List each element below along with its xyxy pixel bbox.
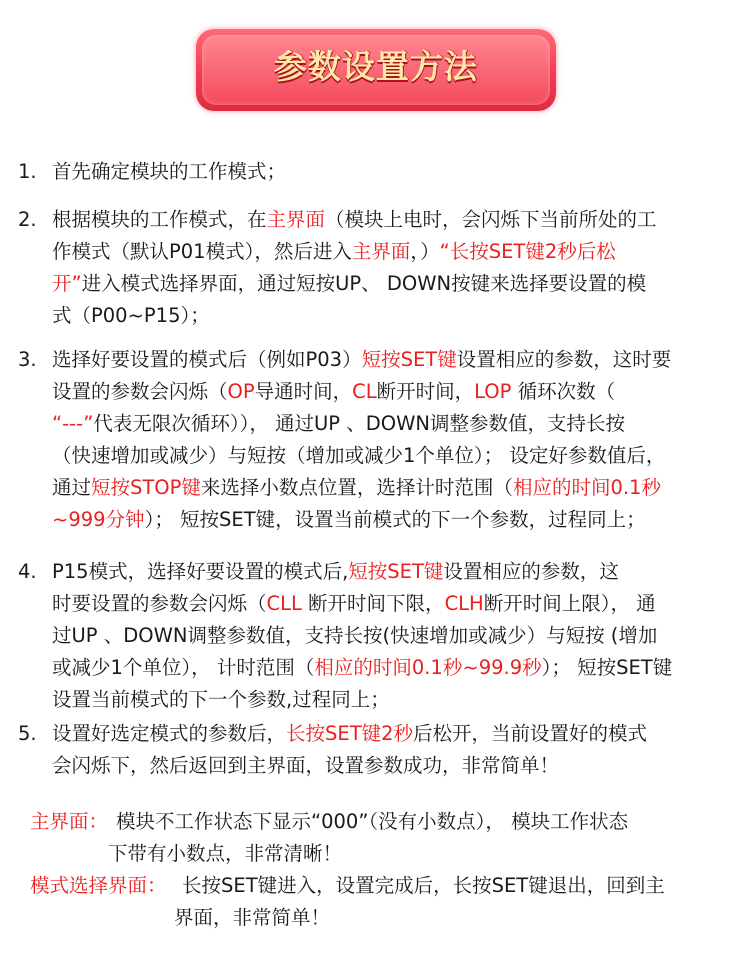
body-text: 设置相应的参数，这时要 bbox=[456, 348, 672, 371]
text-line bbox=[52, 344, 742, 376]
highlight-text: 相应的时间0.1秒 bbox=[512, 476, 661, 499]
step-text bbox=[52, 718, 742, 782]
highlight-text: 短按STOP键 bbox=[91, 476, 201, 499]
body-text: 作模式（默认P01模式），然后进入 bbox=[52, 240, 352, 263]
note-label: 主界面： bbox=[30, 810, 109, 833]
text-line bbox=[52, 718, 742, 750]
body-text: 代表无限次循环））， 通过UP 、DOWN调整参数值，支持长按 bbox=[93, 412, 625, 435]
note-text-line: 模块不工作状态下显示“000”（没有小数点）， 模块工作状态 bbox=[116, 810, 629, 833]
text-line bbox=[52, 440, 742, 472]
body-text: 断开时间下限， bbox=[301, 592, 445, 615]
body-text: 根据模块的工作模式，在 bbox=[52, 208, 267, 231]
note-text-line: 下带有小数点，非常清晰！ bbox=[108, 842, 343, 865]
highlight-text: CLH bbox=[444, 592, 484, 615]
body-text: 式（P00~P15）； bbox=[52, 304, 210, 327]
step-text bbox=[52, 344, 742, 536]
highlight-text: 短按SET键 bbox=[348, 560, 444, 583]
highlight-text: 长按SET键2秒 bbox=[286, 722, 414, 745]
highlight-text: 相应的时间0.1秒~99.9秒 bbox=[314, 656, 542, 679]
body-text: 设置好选定模式的参数后， bbox=[52, 722, 287, 745]
highlight-text: 开” bbox=[52, 272, 82, 295]
body-text: 设置当前模式的下一个参数,过程同上； bbox=[52, 688, 390, 711]
body-text: 设置相应的参数，这 bbox=[443, 560, 619, 583]
body-text: 循环次数（ bbox=[511, 380, 616, 403]
body-text: 断开时间， bbox=[376, 380, 475, 403]
highlight-text: CLL bbox=[266, 592, 302, 615]
body-text: 设置的参数会闪烁（ bbox=[52, 380, 228, 403]
body-text: （模块上电时，会闪烁下当前所处的工 bbox=[325, 208, 657, 231]
step-text bbox=[52, 556, 742, 716]
body-text: 来选择小数点位置，选择计时范围（ bbox=[200, 476, 513, 499]
text-line bbox=[52, 408, 742, 440]
note-text-line: 长按SET键进入，设置完成后，长按SET键退出，回到主 bbox=[182, 874, 665, 897]
text-line bbox=[52, 204, 742, 236]
step-number: 1. bbox=[18, 160, 37, 183]
body-text: 后松开，当前设置好的模式 bbox=[413, 722, 648, 745]
text-line bbox=[52, 652, 742, 684]
body-text: 进入模式选择界面，通过短按UP、 DOWN按键来选择要设置的模 bbox=[81, 272, 647, 295]
text-line bbox=[52, 268, 742, 300]
highlight-text: 主界面 bbox=[266, 208, 326, 231]
highlight-text: ~999分钟 bbox=[52, 508, 145, 531]
highlight-text: CL bbox=[352, 380, 377, 403]
body-text: P15模式，选择好要设置的模式后, bbox=[52, 560, 349, 583]
note-label: 模式选择界面： bbox=[30, 874, 167, 897]
highlight-text: “---” bbox=[52, 412, 94, 435]
body-text: 时要设置的参数会闪烁（ bbox=[52, 592, 267, 615]
text-line bbox=[52, 750, 742, 782]
step-number: 2. bbox=[18, 208, 37, 231]
text-line bbox=[52, 620, 742, 652]
body-text: 过UP 、DOWN调整参数值，支持长按(快速增加或减少）与短按 (增加 bbox=[52, 624, 658, 647]
step-text bbox=[52, 156, 742, 188]
note-text-line: 界面，非常简单！ bbox=[174, 906, 331, 929]
page-title: 参数设置方法 bbox=[274, 47, 478, 86]
body-text: 首先确定模块的工作模式； bbox=[52, 160, 287, 183]
body-text: 导通时间， bbox=[254, 380, 353, 403]
body-text: 会闪烁下，然后返回到主界面，设置参数成功，非常简单！ bbox=[52, 754, 560, 777]
text-line bbox=[52, 588, 742, 620]
text-line bbox=[52, 556, 742, 588]
body-text: 选择好要设置的模式后（例如P03） bbox=[52, 348, 362, 371]
step-number: 5. bbox=[18, 722, 37, 745]
body-text: 断开时间上限）， 通 bbox=[483, 592, 656, 615]
text-line bbox=[52, 156, 742, 188]
body-text: 通过 bbox=[52, 476, 92, 499]
text-line bbox=[52, 472, 742, 504]
text-line bbox=[52, 376, 742, 408]
text-line bbox=[52, 684, 742, 716]
text-line bbox=[52, 504, 742, 536]
text-line bbox=[52, 300, 742, 332]
step-text bbox=[52, 204, 742, 332]
body-text: ）； 短按SET键，设置当前模式的下一个参数，过程同上； bbox=[144, 508, 646, 531]
highlight-text: LOP bbox=[474, 380, 512, 403]
highlight-text: “长按SET键2秒后松 bbox=[439, 240, 616, 263]
body-text: ，） bbox=[410, 240, 440, 263]
body-text: ）； 短按SET键 bbox=[541, 656, 673, 679]
body-text: 或减少1个单位）， 计时范围（ bbox=[52, 656, 315, 679]
text-line bbox=[52, 236, 742, 268]
highlight-text: 短按SET键 bbox=[361, 348, 457, 371]
step-number: 4. bbox=[18, 560, 37, 583]
highlight-text: 主界面 bbox=[351, 240, 411, 263]
body-text: （快速增加或减少）与短按（增加或减少1个单位）； 设定好参数值后， bbox=[52, 444, 666, 467]
highlight-text: OP bbox=[227, 380, 255, 403]
step-number: 3. bbox=[18, 348, 37, 371]
title-banner bbox=[196, 29, 556, 111]
